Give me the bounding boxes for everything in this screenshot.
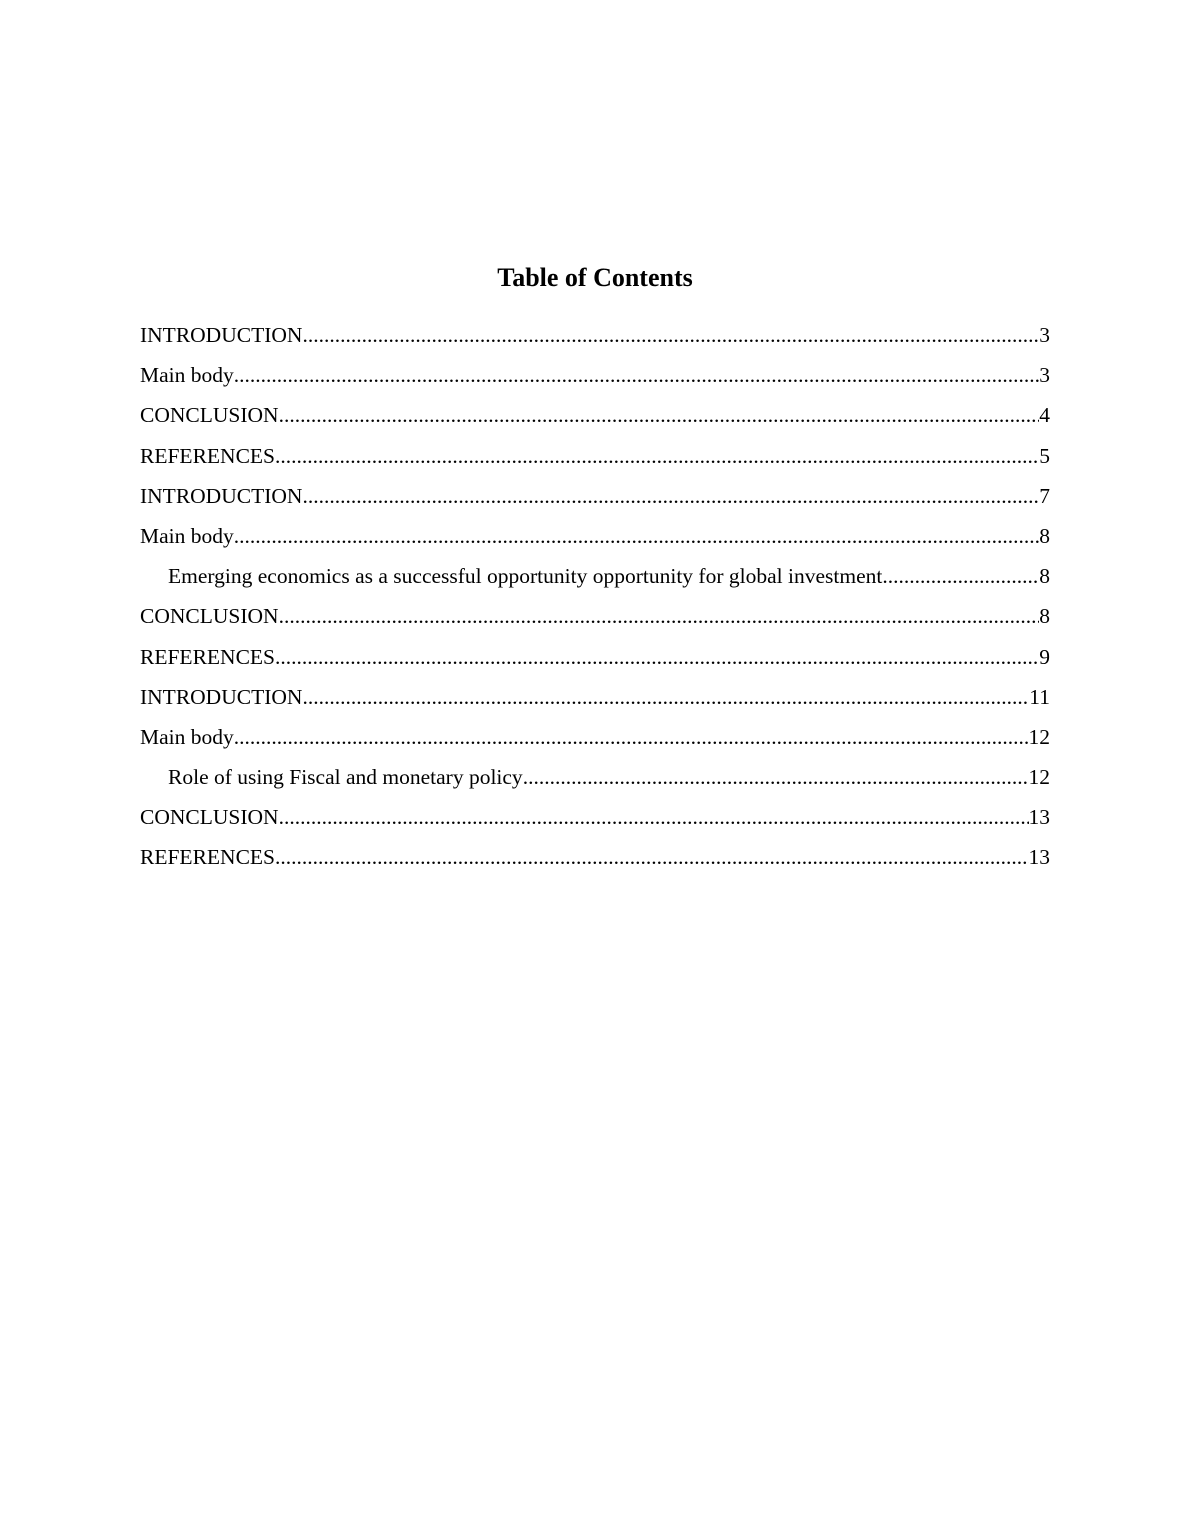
toc-entry-page: 8 (1039, 604, 1050, 629)
toc-entry-page: 12 (1028, 765, 1050, 790)
toc-entry-label: Main body (140, 724, 234, 749)
toc-subentry[interactable] (140, 559, 1050, 599)
toc-entry-label: CONCLUSION (140, 403, 279, 428)
toc-entry-page: 9 (1039, 644, 1050, 669)
toc-dot-leader (302, 318, 1039, 352)
toc-dot-leader (302, 479, 1039, 513)
toc-entry[interactable] (140, 840, 1050, 880)
toc-entry[interactable] (140, 599, 1050, 639)
toc-entry-label: CONCLUSION (140, 604, 279, 629)
toc-dot-leader (234, 720, 1029, 754)
toc-entry-label: INTRODUCTION (140, 684, 303, 709)
toc-entry-page: 12 (1028, 724, 1050, 749)
toc-entry-page: 8 (1039, 523, 1050, 548)
toc-dot-leader (234, 358, 1039, 392)
toc-entry-label: Emerging economics as a successful opportunity opportunity for global investment (168, 564, 883, 589)
toc-entry[interactable] (140, 439, 1050, 479)
toc-entry[interactable] (140, 479, 1050, 519)
toc-subentry[interactable] (140, 760, 1050, 800)
toc-entry[interactable] (140, 720, 1050, 760)
toc-entry-page: 3 (1039, 323, 1050, 347)
toc-dot-leader (279, 398, 1040, 432)
toc-entry-label: INTRODUCTION (140, 483, 303, 508)
toc-entry[interactable] (140, 680, 1050, 720)
toc-dot-leader (882, 559, 1039, 593)
toc-dot-leader (523, 760, 1029, 794)
toc-dot-leader (302, 680, 1029, 714)
toc-entry-label: REFERENCES (140, 644, 275, 669)
toc-entry[interactable] (140, 318, 1050, 358)
toc-entry-label: Role of using Fiscal and monetary policy (168, 765, 523, 790)
toc-entry-page: 3 (1039, 363, 1050, 388)
toc-entry-label: CONCLUSION (140, 805, 279, 830)
toc-entry-page: 5 (1039, 443, 1050, 468)
toc-entry-label: Main body (140, 363, 234, 388)
toc-entry-label: REFERENCES (140, 443, 275, 468)
toc-entry[interactable] (140, 398, 1050, 438)
toc-entry[interactable] (140, 519, 1050, 559)
toc-entry-label: INTRODUCTION (140, 323, 303, 347)
toc-entry-page: 11 (1029, 684, 1050, 709)
toc-entry-page: 13 (1028, 805, 1050, 830)
toc-entry-label: REFERENCES (140, 845, 275, 870)
toc-list (140, 318, 1050, 881)
toc-entry-page: 7 (1039, 483, 1050, 508)
toc-entry-page: 8 (1039, 564, 1050, 589)
toc-entry-label: Main body (140, 523, 234, 548)
toc-entry-page: 4 (1039, 403, 1050, 428)
toc-dot-leader (275, 439, 1039, 473)
toc-title: Table of Contents (497, 263, 693, 292)
toc-entry[interactable] (140, 800, 1050, 840)
toc-dot-leader (279, 800, 1029, 834)
toc-entry-page: 13 (1028, 845, 1050, 870)
toc-dot-leader (275, 640, 1039, 674)
toc-entry[interactable] (140, 640, 1050, 680)
toc-dot-leader (234, 519, 1039, 553)
toc-dot-leader (275, 840, 1029, 874)
toc-dot-leader (279, 599, 1040, 633)
toc-entry[interactable] (140, 358, 1050, 398)
